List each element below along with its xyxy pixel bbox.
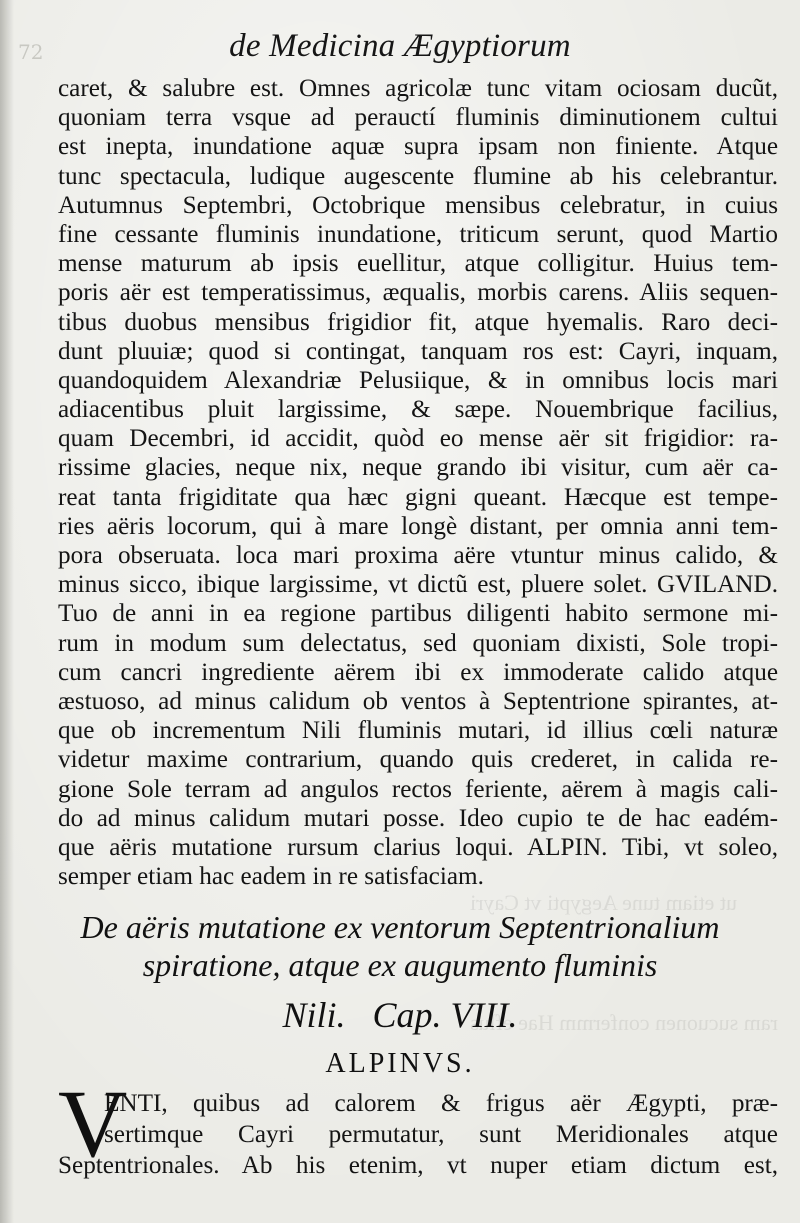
speaker-name: ALPINVS. — [325, 1048, 475, 1079]
text-line: fine cessante fluminis inundatione, triticum serunt, quod Martio — [58, 220, 778, 248]
text-line: rissime glacies, neque nix, neque grando ibi visitur, cum aër ca- — [58, 454, 778, 482]
text-line: æstuoso, ad minus calidum ob ventos à Septentrione spirantes, at- — [58, 687, 778, 715]
text-line: dunt pluuiæ; quod si contingat, tanquam ros est: Cayri, inquam, — [58, 337, 778, 365]
chapter-heading-line-1: De aëris mutatione ex ventorum Septentrionalium — [80, 909, 720, 945]
text-line: que ob incrementum Nili fluminis mutari, id illius cœli naturæ — [58, 717, 778, 745]
running-head: de Medicina Ægyptiorum — [229, 28, 571, 64]
text-line: do ad minus calidum mutari posse. Ideo cupio te de hac eadém- — [58, 804, 778, 832]
text-line: quandoquidem Alexandriæ Pelusiique, & in omnibus locis mari — [58, 366, 778, 394]
text-line: que aëris mutatione rursum clarius loqui. ALPIN. Tibi, vt soleo, — [58, 833, 778, 861]
text-line: pora obseruata. loca mari proxima aëre vtuntur minus calido, & — [58, 542, 778, 569]
text-line: caret, & salubre est. Omnes agricolæ tunc vitam ociosam ducũt, — [58, 75, 778, 102]
text-line: tunc spectacula, ludique augescente flumine ab his celebrantur. — [58, 162, 778, 190]
text-line: semper etiam hac eadem in re satisfaciam. — [58, 863, 484, 891]
chapter-heading-line-3: Nili. Cap. VIII. — [282, 995, 518, 1035]
bleed-through-text: ram sucuonen confermm Hae eflus — [470, 1010, 778, 1035]
text-line: minus sicco, ibique largissime, vt dictũ est, pluere solet. GVILAND. — [58, 571, 778, 599]
text-line: est inepta, inundatione aquæ supra ipsam non finiente. Atque — [58, 133, 778, 161]
chapter-paragraph — [58, 1088, 778, 1181]
drop-cap: V — [58, 1070, 128, 1177]
text-line: Tuo de anni in ea regione partibus diligenti habito sermone mi- — [58, 600, 778, 628]
gutter-shadow — [0, 0, 14, 1223]
text-line: sertimque Cayri permutatur, sunt Meridionales atque — [104, 1121, 778, 1148]
page-number: 72 — [18, 40, 44, 64]
text-line: adiacentibus pluit largissime, & sæpe. Nouembrique facilius, — [58, 396, 778, 424]
text-line: rum in modum sum delectatus, sed quoniam dixisti, Sole tropi- — [58, 629, 778, 657]
text-line: Septentrionales. Ab his etenim, vt nuper etiam dictum est, — [58, 1152, 778, 1179]
text-line: quoniam terra vsque ad perauctí fluminis diminutionem cultui — [58, 104, 778, 132]
chapter-heading-line-2: spiratione, atque ex augumento fluminis — [142, 947, 658, 983]
text-line: tibus duobus mensibus frigidior fit, atque hyemalis. Raro deci- — [58, 308, 778, 336]
text-line: ENTI, quibus ad calorem & frigus aër Ægypti, præ- — [104, 1090, 778, 1117]
text-line: gione Sole terram ad angulos rectos feriente, aërem à magis cali- — [58, 775, 778, 803]
text-line: videtur maxime contrarium, quando quis crederet, in calida re- — [58, 746, 778, 774]
text-line: Autumnus Septembri, Octobrique mensibus celebratur, in cuius — [58, 191, 778, 219]
body-paragraph — [58, 74, 778, 891]
text-line: reat tanta frigiditate qua hæc gigni queant. Hæcque est tempe- — [58, 483, 778, 511]
text-line: quam Decembri, id accidit, quòd eo mense aër sit frigidior: ra- — [58, 425, 778, 453]
text-line: ries aëris locorum, qui à mare longè distant, per omnia anni tem- — [58, 512, 778, 540]
text-line: mense maturum ab ipsis euellitur, atque colligitur. Huius tem- — [58, 250, 778, 278]
bleed-through-text: ut etiam tune Aegypti vt Cayri — [470, 890, 738, 915]
text-line: poris aër est temperatissimus, æqualis, morbis carens. Aliis sequen- — [58, 279, 778, 307]
text-line: cum cancri ingrediente aërem ibi ex immoderate calido atque — [58, 658, 778, 686]
